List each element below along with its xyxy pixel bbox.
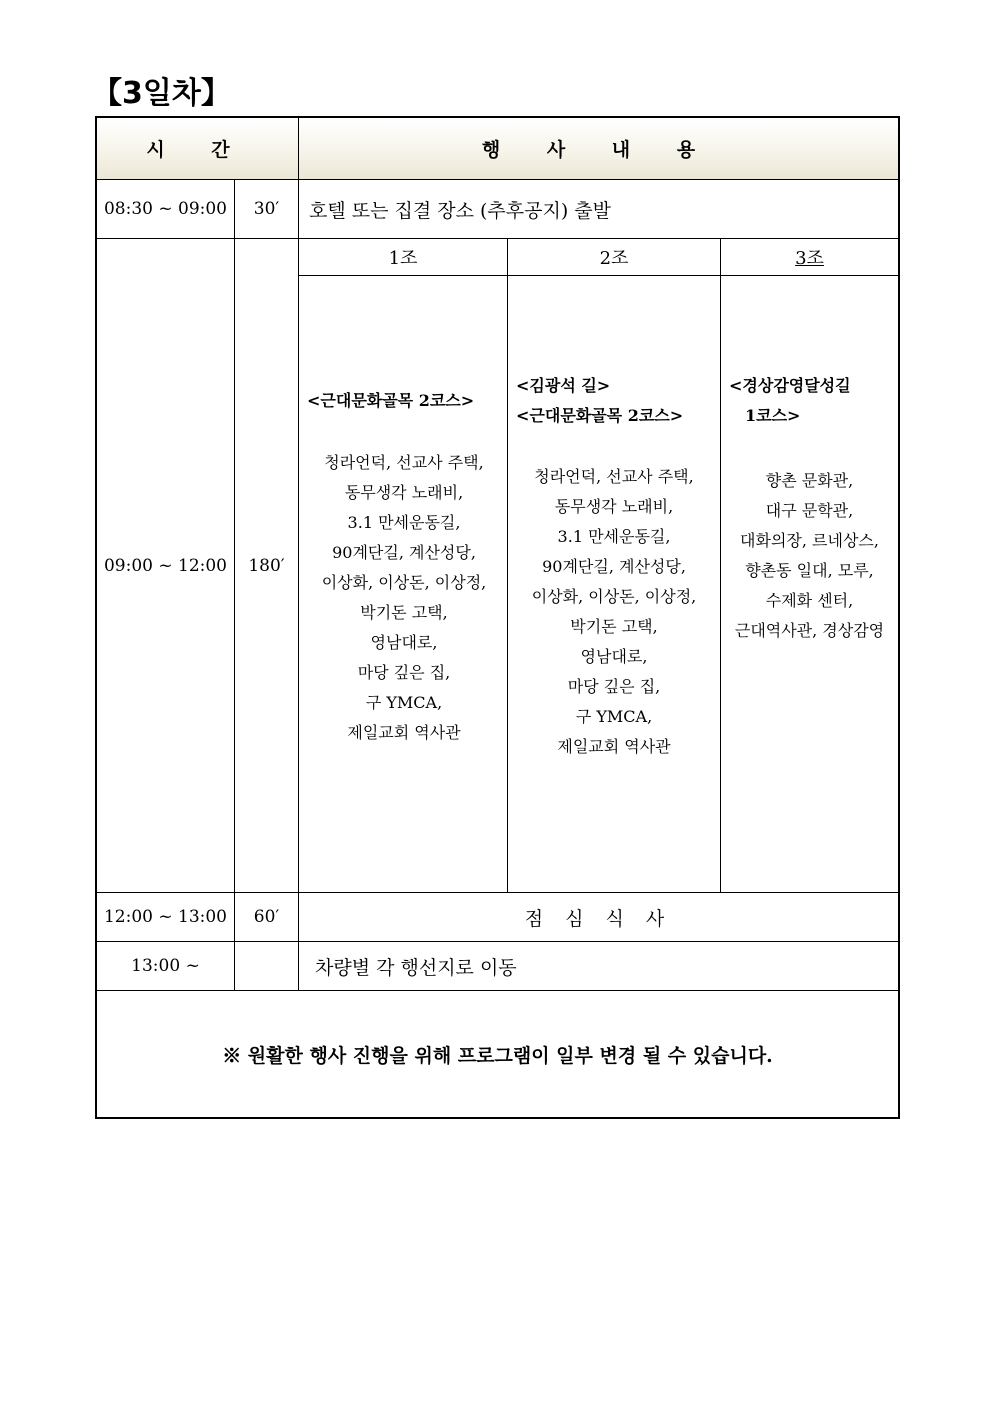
course-name: <근대문화골목 2코스> bbox=[516, 406, 684, 425]
stop-item: 구 YMCA, bbox=[575, 707, 653, 726]
stop-item: 이상화, 이상돈, 이상정, bbox=[531, 587, 697, 606]
group-divider bbox=[720, 238, 721, 893]
course-name: <근대문화골목 2코스> bbox=[307, 391, 475, 410]
group-divider bbox=[507, 238, 508, 893]
group-course-3 bbox=[729, 371, 895, 431]
day-title: 【3일차】 bbox=[92, 76, 231, 111]
group-stops-1 bbox=[301, 448, 507, 748]
stop-item: 구 YMCA, bbox=[365, 693, 443, 712]
group-course-2 bbox=[516, 371, 716, 431]
course-name: <경상감영달성길 bbox=[729, 376, 851, 395]
group-stops-3 bbox=[722, 466, 897, 646]
schedule-table bbox=[95, 116, 900, 1119]
row-divider bbox=[97, 990, 898, 991]
row-duration: 30′ bbox=[253, 199, 280, 219]
stop-item: 영남대로, bbox=[580, 647, 648, 666]
stop-item: 마당 깊은 집, bbox=[567, 677, 661, 696]
course-name: 1코스> bbox=[745, 406, 801, 425]
notice: ※ 원활한 행사 진행을 위해 프로그램이 일부 변경 될 수 있습니다. bbox=[222, 1045, 773, 1067]
row-duration: 180′ bbox=[248, 555, 285, 576]
row-content: 호텔 또는 집결 장소 (추후공지) 출발 bbox=[309, 199, 611, 222]
stop-item: 3.1 만세운동길, bbox=[347, 513, 461, 532]
stop-item: 영남대로, bbox=[370, 633, 438, 652]
stop-item: 마당 깊은 집, bbox=[357, 663, 451, 682]
group-stops-2 bbox=[509, 462, 719, 762]
stop-item: 박기돈 고택, bbox=[570, 617, 658, 636]
row-duration bbox=[235, 942, 298, 990]
stop-item: 3.1 만세운동길, bbox=[557, 527, 671, 546]
stop-item: 동무생각 노래비, bbox=[554, 497, 674, 516]
row-time: 09:00 ~ 12:00 bbox=[103, 555, 228, 576]
stop-item: 수제화 센터, bbox=[765, 591, 854, 610]
group-label-1: 1조 bbox=[388, 248, 418, 269]
stop-item: 제일교회 역사관 bbox=[557, 737, 671, 756]
stop-item: 향촌 문화관, bbox=[765, 471, 854, 490]
stop-item: 청라언덕, 선교사 주택, bbox=[534, 467, 694, 486]
stop-item: 90계단길, 계산성당, bbox=[332, 543, 476, 562]
stop-item: 대화의장, 르네상스, bbox=[740, 531, 879, 550]
stop-item: 90계단길, 계산성당, bbox=[542, 557, 686, 576]
stop-item: 근대역사관, 경상감영 bbox=[734, 621, 885, 640]
header-content: 행 사 내 용 bbox=[481, 139, 716, 161]
stop-item: 동무생각 노래비, bbox=[344, 483, 464, 502]
header-time: 시 간 bbox=[146, 139, 250, 161]
row-content: 점 심 식 사 bbox=[524, 907, 673, 930]
row-time: 12:00 ~ 13:00 bbox=[103, 907, 228, 927]
stop-item: 향촌동 일대, 모루, bbox=[745, 561, 874, 580]
stop-item: 제일교회 역사관 bbox=[347, 723, 461, 742]
group-course-1 bbox=[307, 386, 503, 416]
group-label-2: 2조 bbox=[599, 248, 629, 269]
stop-item: 박기돈 고택, bbox=[360, 603, 448, 622]
stop-item: 대구 문학관, bbox=[765, 501, 854, 520]
group-label-divider bbox=[299, 275, 898, 276]
stop-item: 이상화, 이상돈, 이상정, bbox=[321, 573, 487, 592]
row-content: 차량별 각 행선지로 이동 bbox=[315, 956, 517, 979]
group-label-3: 3조 bbox=[795, 248, 824, 269]
course-name: <김광석 길> bbox=[516, 376, 611, 395]
row-time: 08:30 ~ 09:00 bbox=[103, 199, 228, 219]
row-duration: 60′ bbox=[253, 907, 280, 927]
stop-item: 청라언덕, 선교사 주택, bbox=[324, 453, 484, 472]
row-time: 13:00 ~ bbox=[131, 956, 200, 976]
